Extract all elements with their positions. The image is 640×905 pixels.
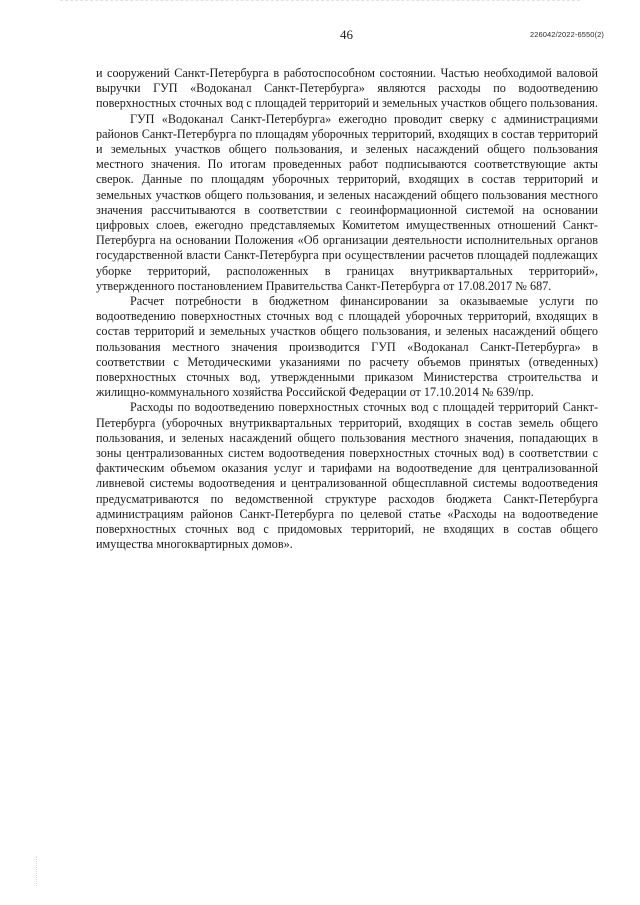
- scan-edge-dots: [36, 856, 39, 886]
- paragraph-continuation: и сооружений Санкт-Петербурга в работоспособном состоянии. Частью необходимой валовой выручки ГУП «Водоканал Санкт-Петербурга» являются расходы по водоотведению поверхностных сточных вод с площадей территорий и земельных участков общего пользования.: [96, 66, 598, 111]
- document-body: [96, 66, 598, 553]
- paragraph-reconciliation: ГУП «Водоканал Санкт-Петербурга» ежегодно проводит сверку с администрациями районов Санкт-Петербурга по площадям уборочных территорий, входящих в состав территорий и земельных участков общего пользования, и зеленых насаждений общего пользования местного значения. По итогам проведенных работ подписываются соответствующие акты сверок. Данные по площадям уборочных территорий, входящих в состав территорий и земельных участков общего пользования, и зеленых насаждений общего пользования местного значения рассчитываются в соответствии с геоинформационной системой на основании цифровых слоев, ежегодно представляемых Комитетом имущественных отношений Санкт-Петербурга на основании Положения «Об организации деятельности исполнительных органов государственной власти Санкт-Петербурга при осуществлении расчетов площадей подлежащих уборке территорий, расположенных в границах внутриквартальных территорий», утвержденного постановлением Правительства Санкт-Петербурга от 17.08.2017 № 687.: [96, 111, 598, 293]
- paragraph-drainage-expenses: Расходы по водоотведению поверхностных сточных вод с площадей территорий Санкт-Петербурга (уборочных внутриквартальных территорий, входящих в состав земель общего пользования, и зеленых насаждений общего пользования местного значения, попадающих в зоны централизованных систем водоотведения поверхностных сточных вод) в соответствии с фактическим объемом оказания услуг и тарифами на водоотведение для централизованной ливневой системы водоотведения и централизованной общесплавной системы водоотведения предусматриваются по ведомственной структуре расходов бюджета Санкт-Петербурга администрациям районов Санкт-Петербурга по целевой статье «Расходы на водоотведение поверхностных сточных вод с придомовых территорий, не входящих в состав общего имущества многоквартирных домов».: [96, 400, 598, 552]
- scan-edge-mark: [60, 0, 580, 3]
- document-registration-number: 226042/2022-6550(2): [529, 30, 604, 39]
- page-number: 46: [340, 27, 353, 42]
- paragraph-budget-calculation: Расчет потребности в бюджетном финансировании за оказываемые услуги по водоотведению поверхностных сточных вод с площадей уборочных территорий, входящих в состав территорий и земельных участков общего пользования, и зеленых насаждений общего пользования местного значения производится ГУП «Водоканал Санкт-Петербурга» в соответствии с Методическими указаниями по расчету объемов принятых (отведенных) поверхностных сточных вод, утвержденными приказом Министерства строительства и жилищно-коммунального хозяйства Российской Федерации от 17.10.2014 № 639/пр.: [96, 294, 598, 400]
